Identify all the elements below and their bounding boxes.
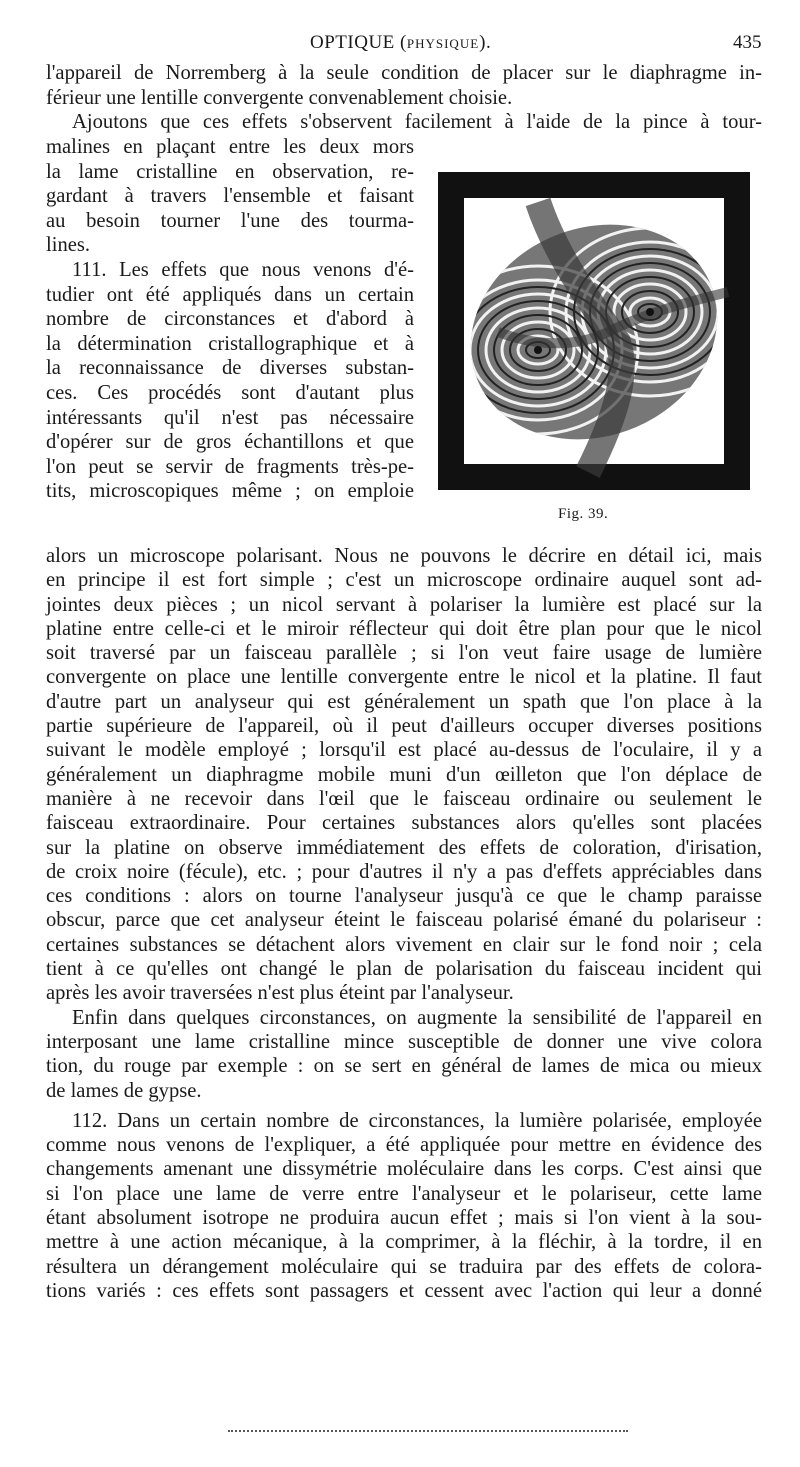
bottom-rule <box>228 1430 628 1432</box>
text-line: suivant le modèle employé ; lorsqu'il est placé au-dessus de l'oculaire, il y a <box>46 739 762 762</box>
header-title-main: OPTIQUE <box>310 32 395 53</box>
text-line: de lames de gypse. <box>46 1079 202 1102</box>
optic-axis-eye <box>646 308 654 316</box>
interference-rings-illustration <box>438 172 750 490</box>
text-line: lines. <box>46 234 91 257</box>
text-line: la lame cristalline en observation, re- <box>46 160 414 183</box>
text-line: interposant une lame cristalline mince susceptible de donner une vive colora <box>46 1030 762 1053</box>
text-line: férieur une lentille convergente convenablement choisie. <box>46 86 513 109</box>
text-line: ces. Ces procédés sont d'autant plus <box>46 381 414 404</box>
text-line: tions variés : ces effets sont passagers et cessent avec l'action qui leur a donné <box>46 1279 762 1302</box>
figure-caption: Fig. 39. <box>558 506 609 522</box>
text-line: jointes deux pièces ; un nicol servant à polariser la lumière est placé sur la <box>46 593 762 616</box>
text-line: obscur, parce que cet analyseur éteint le faisceau polarisé émané du polariseur : <box>46 909 762 932</box>
text-line: tient à ce qu'elles ont changé le plan de polarisation du faisceau incident qui <box>46 958 762 981</box>
text-line: l'on peut se servir de fragments très-pe- <box>46 455 414 478</box>
header-paren-close: ). <box>479 32 492 53</box>
text-line: après les avoir traversées n'est plus éteint par l'analyseur. <box>46 982 514 1005</box>
text-line: l'appareil de Norremberg à la seule condition de placer sur le diaphragme in- <box>46 62 762 84</box>
text-line: tits, microscopiques même ; on emploie <box>46 480 414 503</box>
paragraph-111-start: 111. Les effets que nous venons d'é- <box>72 258 414 281</box>
text-block-main <box>46 544 762 1303</box>
running-header <box>0 32 800 58</box>
text-line: intéressants qu'il n'est pas nécessaire <box>46 406 414 429</box>
text-line: Ajoutons que ces effets s'observent facilement à l'aide de la pince à tour- <box>72 111 762 134</box>
text-line: platine entre celle-ci et le miroir réflecteur qui doit être plan pour que le nicol <box>46 617 762 640</box>
header-title <box>310 32 491 54</box>
text-line: tion, du rouge par exemple : on se sert en général de lames de mica ou mieux <box>46 1055 762 1078</box>
text-block-beside-figure <box>46 135 414 504</box>
text-line: nombre de circonstances et d'abord à <box>46 308 414 331</box>
text-line: d'opérer sur de gros échantillons et que <box>46 431 414 454</box>
header-paren-open: ( <box>400 32 407 53</box>
text-line: comme nous venons de l'expliquer, a été appliquée pour mettre en évidence des <box>46 1134 762 1157</box>
figure-39-interference-pattern <box>438 172 750 490</box>
text-line: partie supérieure de l'appareil, où il peut d'ailleurs occuper diverses positions <box>46 715 762 738</box>
text-line: tudier ont été appliqués dans un certain <box>46 283 414 306</box>
text-line: convergente on place une lentille convergente entre le nicol et la platine. Il faut <box>46 666 762 689</box>
text-line: mettre à une action mécanique, à la comprimer, à la fléchir, à la tordre, il en <box>46 1231 762 1254</box>
text-line: généralement un diaphragme mobile muni d'un œilleton que l'on déplace de <box>46 763 762 786</box>
header-title-small: PHYSIQUE <box>406 36 480 51</box>
text-line: sur la platine on observe immédiatement des effets de coloration, d'irisation, <box>46 836 762 859</box>
text-line: certaines substances se détachent alors vivement en clair sur le fond noir ; cela <box>46 933 762 956</box>
text-line: de croix noire (fécule), etc. ; pour d'autres il n'y a pas d'effets appréciables dans <box>46 860 762 883</box>
optic-axis-eye <box>534 346 542 354</box>
text-line: si l'on place une lame de verre entre l'analyseur et le polariseur, cette lame <box>46 1182 762 1205</box>
text-line: d'autre part un analyseur qui est généralement un spath que l'on place à la <box>46 690 762 713</box>
text-line: soit traversé par un faisceau parallèle ; si l'on veut faire usage de lumière <box>46 642 762 665</box>
text-line: en principe il est fort simple ; c'est un microscope ordinaire auquel sont ad- <box>46 569 762 592</box>
text-line: au besoin tourner l'une des tourma- <box>46 209 414 232</box>
text-line: alors un microscope polarisant. Nous ne pouvons le décrire en détail ici, mais <box>46 545 762 567</box>
text-line: la détermination cristallographique et à <box>46 332 414 355</box>
text-line: faisceau extraordinaire. Pour certaines substances alors qu'elles sont placées <box>46 812 762 835</box>
paragraph-112-start: 112. Dans un certain nombre de circonstances, la lumière polarisée, employée <box>72 1109 762 1132</box>
text-line: gardant à travers l'ensemble et faisant <box>46 185 414 208</box>
text-line: changements amenant une dissymétrie moléculaire dans les corps. C'est ainsi que <box>46 1158 762 1181</box>
text-line: la reconnaissance de diverses substan- <box>46 357 414 380</box>
text-line: ces conditions : alors on tourne l'analyseur jusqu'à ce que le champ paraisse <box>46 885 762 908</box>
text-line: étant absolument isotrope ne produira aucun effet ; mais si l'on vient à la sou- <box>46 1207 762 1230</box>
text-block-top <box>46 61 762 135</box>
text-line: résultera un dérangement moléculaire qui se traduira par des effets de colora- <box>46 1255 762 1278</box>
text-line: Enfin dans quelques circonstances, on augmente la sensibilité de l'appareil en <box>72 1006 762 1029</box>
text-line: manière à ne recevoir dans l'œil que le faisceau ordinaire ou seulement le <box>46 787 762 810</box>
page-number: 435 <box>733 32 762 53</box>
text-line: malines en plaçant entre les deux mors <box>46 136 414 158</box>
